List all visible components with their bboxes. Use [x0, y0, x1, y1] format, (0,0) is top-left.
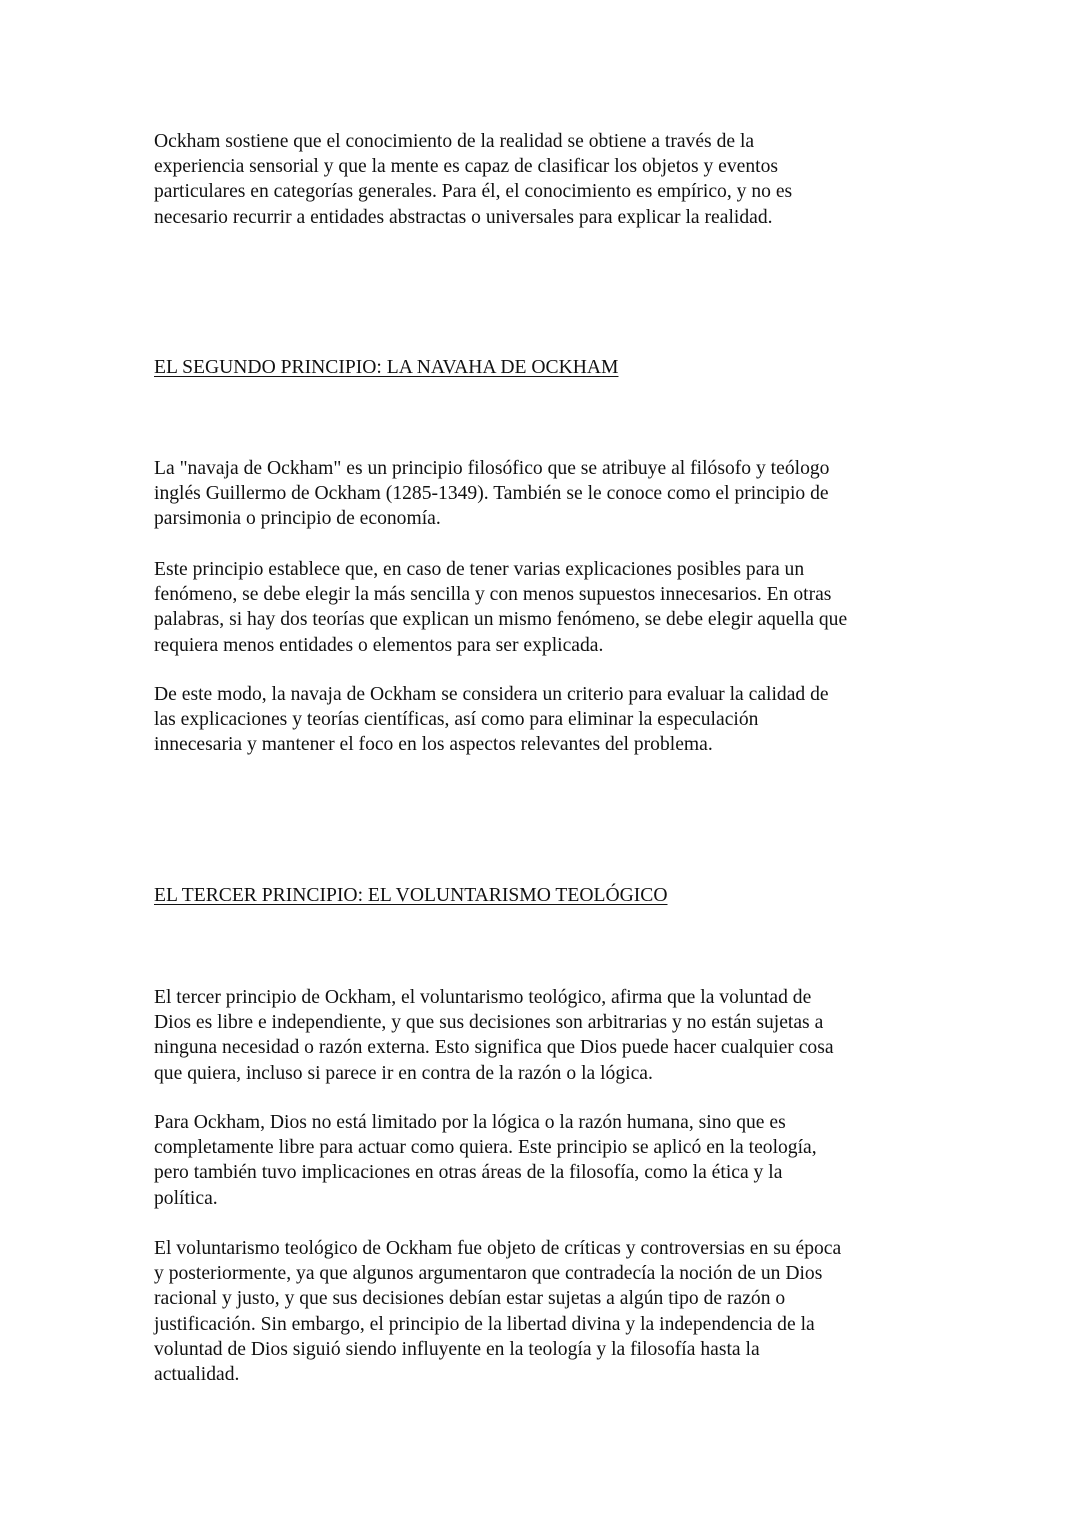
text-line: y posteriormente, ya que algunos argumentaron que contradecía la noción de un Dios [154, 1263, 823, 1285]
text-line: que quiera, incluso si parece ir en contra de la razón o la lógica. [154, 1062, 653, 1084]
text-line: inglés Guillermo de Ockham (1285-1349). También se le conoce como el principio de [154, 483, 829, 505]
text-line: innecesaria y mantener el foco en los aspectos relevantes del problema. [154, 734, 713, 756]
text-line: completamente libre para actuar como quiera. Este principio se aplicó en la teología, [154, 1137, 817, 1159]
text-line: las explicaciones y teorías científicas, así como para eliminar la especulación [154, 709, 759, 731]
text-line: racional y justo, y que sus decisiones debían estar sujetas a algún tipo de razón o [154, 1288, 786, 1310]
text-line: voluntad de Dios siguió siendo influyente en la teología y la filosofía hasta la [154, 1338, 760, 1360]
text-line: ninguna necesidad o razón externa. Esto significa que Dios puede hacer cualquier cosa [154, 1037, 834, 1059]
text-line: necesario recurrir a entidades abstractas o universales para explicar la realidad. [154, 206, 773, 228]
paragraph [154, 985, 834, 1086]
text-line: Dios es libre e independiente, y que sus decisiones son arbitrarias y no están sujetas a [154, 1012, 824, 1034]
text-line: fenómeno, se debe elegir la más sencilla y con menos supuestos innecesarios. En otras [154, 584, 832, 606]
text-line: requiera menos entidades o elementos para ser explicada. [154, 634, 604, 656]
paragraph [154, 1236, 841, 1387]
text-line: La "navaja de Ockham" es un principio filosófico que se atribuye al filósofo y teólogo [154, 458, 830, 479]
text-line: Ockham sostiene que el conocimiento de la realidad se obtiene a través de la [154, 131, 755, 152]
text-line: justificación. Sin embargo, el principio de la libertad divina y la independencia de la [154, 1313, 815, 1335]
text-line: El tercer principio de Ockham, el voluntarismo teológico, afirma que la voluntad de [154, 987, 812, 1008]
paragraph [154, 557, 847, 658]
text-line: Este principio establece que, en caso de tener varias explicaciones posibles para un [154, 559, 805, 580]
text-line: parsimonia o principio de economía. [154, 508, 441, 530]
text-line: particulares en categorías generales. Para él, el conocimiento es empírico, y no es [154, 181, 793, 203]
text-line: Para Ockham, Dios no está limitado por la lógica o la razón humana, sino que es [154, 1112, 786, 1133]
text-line: experiencia sensorial y que la mente es capaz de clasificar los objetos y eventos [154, 156, 779, 178]
intro-paragraph [154, 129, 792, 230]
text-line: palabras, si hay dos teorías que explican un mismo fenómeno, se debe elegir aquella que [154, 609, 848, 631]
text-line: El voluntarismo teológico de Ockham fue objeto de críticas y controversias en su época [154, 1238, 842, 1259]
text-line: pero también tuvo implicaciones en otras áreas de la filosofía, como la ética y la [154, 1162, 783, 1184]
paragraph [154, 1110, 817, 1211]
text-line: política. [154, 1187, 218, 1209]
section-heading-third-principle: EL TERCER PRINCIPIO: EL VOLUNTARISMO TEOLÓGICO [154, 885, 668, 906]
paragraph [154, 682, 829, 758]
text-line: De este modo, la navaja de Ockham se considera un criterio para evaluar la calidad de [154, 684, 829, 705]
section-heading-second-principle: EL SEGUNDO PRINCIPIO: LA NAVAHA DE OCKHAM [154, 357, 619, 378]
paragraph [154, 456, 829, 532]
text-line: actualidad. [154, 1364, 240, 1386]
